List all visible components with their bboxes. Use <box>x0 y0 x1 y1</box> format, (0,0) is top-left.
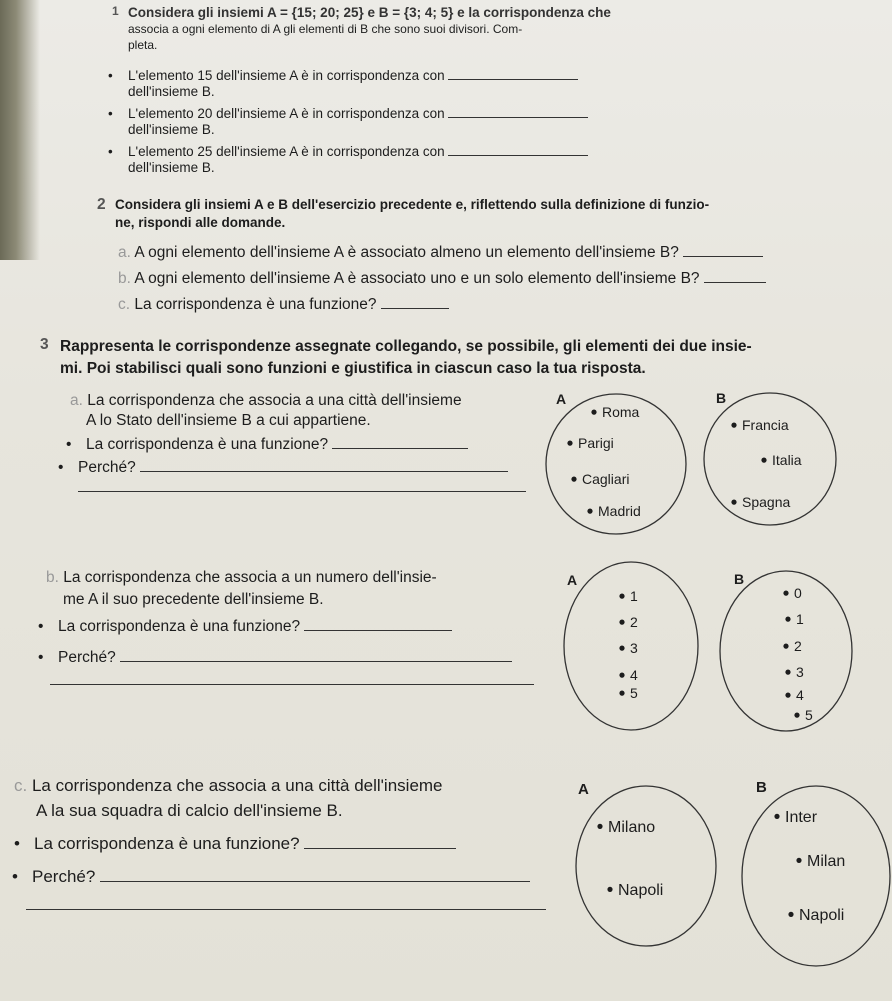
ex3b-a-dot-3[interactable] <box>619 673 624 678</box>
ex3a-b-dot-2[interactable] <box>731 500 736 505</box>
ex3b-b-element-2: 2 <box>794 638 802 654</box>
ex1-number: 1 <box>112 4 119 18</box>
ex3b-b-dot-4[interactable] <box>785 693 790 698</box>
ex3a-b-element-2: Spagna <box>742 494 791 510</box>
ex3c-letter: c. <box>14 776 28 795</box>
ex3b-a-dot-2[interactable] <box>619 646 624 651</box>
ex2-intro-1: Considera gli insiemi A e B dell'esercizio precedente e, riflettendo sulla definizione di funzio- <box>115 197 710 212</box>
ex3b-function-question-text: La corrispondenza è una funzione? <box>58 618 301 635</box>
ex2-question-a-text: A ogni elemento dell'insieme A è associato almeno un elemento dell'insieme B? <box>134 244 679 261</box>
ex1-item-1-text: L'elemento 15 dell'insieme A è in corrispondenza con <box>128 68 445 83</box>
ex3a-set-a-label: A <box>556 391 567 407</box>
ex3b-text-2: me A il suo precedente dell'insieme B. <box>63 591 324 608</box>
ex3c-b-dot-2[interactable] <box>788 912 793 917</box>
ex3-intro-1: Rappresenta le corrispondenze assegnate collegando, se possibile, gli elementi dei due insie- <box>60 338 752 355</box>
ex3a-why-text: Perché? <box>78 459 136 476</box>
ex1-item-1-cont: dell'insieme B. <box>128 84 215 99</box>
ex3-number: 3 <box>40 336 49 353</box>
ex3a-a-element-1: Parigi <box>578 435 614 451</box>
ex1-item-3-cont: dell'insieme B. <box>128 160 215 175</box>
ex3b-b-dot-1[interactable] <box>785 617 790 622</box>
ex3a-a-element-3: Madrid <box>598 503 641 519</box>
ex3c-text-2: A la sua squadra di calcio dell'insieme B. <box>36 801 343 820</box>
ex3c-text-1: La corrispondenza che associa a una città dell'insieme <box>31 776 443 795</box>
ex3b-b-dot-5[interactable] <box>794 713 799 718</box>
ex3b-a-dot-0[interactable] <box>619 594 624 599</box>
ex3a-b-element-0: Francia <box>742 417 789 433</box>
ex3b-set-a-label: A <box>567 572 578 588</box>
ex3c-set-b-label: B <box>756 779 767 796</box>
ex3a-a-element-2: Cagliari <box>582 471 630 487</box>
ex1-intro-3: pleta. <box>128 38 158 52</box>
ex3c-a-element-1: Napoli <box>618 882 664 899</box>
ex3b-b-dot-3[interactable] <box>785 670 790 675</box>
ex2-question-c-letter: c. <box>118 296 131 313</box>
ex1-intro-1: Considera gli insiemi A = {15; 20; 25} e B = {3; 4; 5} e la corrispondenza che <box>128 5 611 20</box>
ex3b-a-element-1: 2 <box>630 614 638 630</box>
ex1-item-3-text: L'elemento 25 dell'insieme A è in corrispondenza con <box>128 144 445 159</box>
ex3c-b-element-0: Inter <box>785 809 818 826</box>
ex3b-a-element-3: 4 <box>630 667 638 683</box>
ex3b-set-b-label: B <box>734 571 745 587</box>
ex3c-set-a-label: A <box>578 781 589 798</box>
ex3b-b-element-4: 4 <box>796 687 804 703</box>
ex3a-b-dot-0[interactable] <box>731 423 736 428</box>
ex3a-a-element-0: Roma <box>602 404 640 420</box>
ex3a-set-b-label: B <box>716 390 727 406</box>
ex2-intro-2: ne, rispondi alle domande. <box>115 215 286 230</box>
ex3c-a-dot-1[interactable] <box>607 887 612 892</box>
ex3c-a-dot-0[interactable] <box>597 824 602 829</box>
ex3a-b-element-1: Italia <box>772 452 802 468</box>
ex3c-b-element-2: Napoli <box>799 907 845 924</box>
ex3b-letter: b. <box>46 569 59 586</box>
ex3c-a-element-0: Milano <box>608 819 656 836</box>
ex3a-a-dot-1[interactable] <box>567 441 572 446</box>
ex2-question-b-text: A ogni elemento dell'insieme A è associato uno e un solo elemento dell'insieme B? <box>134 270 700 287</box>
ex3c-b-dot-0[interactable] <box>774 814 779 819</box>
ex3c-why-text: Perché? <box>32 867 96 886</box>
ex3a-letter: a. <box>70 392 83 409</box>
ex3a-a-dot-0[interactable] <box>591 410 596 415</box>
ex3b-b-element-0: 0 <box>794 585 802 601</box>
ex3c-b-dot-1[interactable] <box>796 858 801 863</box>
ex3b-why-text: Perché? <box>58 649 116 666</box>
ex3b-b-dot-0[interactable] <box>783 591 788 596</box>
ex2-question-b-letter: b. <box>118 270 131 287</box>
ex3a-text-2: A lo Stato dell'insieme B a cui appartiene. <box>86 412 371 429</box>
ex3-intro-2: mi. Poi stabilisci quali sono funzioni e giustifica in ciascun caso la tua risposta. <box>60 360 646 377</box>
ex3b-a-element-4: 5 <box>630 685 638 701</box>
ex2-number: 2 <box>97 196 106 213</box>
ex3a-text-1: La corrispondenza che associa a una città dell'insieme <box>87 392 462 409</box>
ex3a-function-question-text: La corrispondenza è una funzione? <box>86 436 329 453</box>
ex3c-b-element-1: Milan <box>807 853 846 870</box>
ex3b-b-element-1: 1 <box>796 611 804 627</box>
ex3b-a-dot-4[interactable] <box>619 691 624 696</box>
ex3b-b-element-3: 3 <box>796 664 804 680</box>
ex2-question-c-text: La corrispondenza è una funzione? <box>134 296 377 313</box>
ex3b-a-dot-1[interactable] <box>619 620 624 625</box>
ex3a-a-dot-2[interactable] <box>571 477 576 482</box>
ex3c-set-a-circle <box>576 786 716 946</box>
ex3c-function-question-text: La corrispondenza è una funzione? <box>34 834 300 853</box>
ex3b-text-1: La corrispondenza che associa a un numero dell'insie- <box>63 569 437 586</box>
ex1-intro-2: associa a ogni elemento di A gli elementi di B che sono suoi divisori. Com- <box>128 22 523 36</box>
ex3a-b-dot-1[interactable] <box>761 458 766 463</box>
ex3b-a-element-0: 1 <box>630 588 638 604</box>
ex1-item-2-text: L'elemento 20 dell'insieme A è in corrispondenza con <box>128 106 445 121</box>
ex3b-b-dot-2[interactable] <box>783 644 788 649</box>
ex3b-b-element-5: 5 <box>805 707 813 723</box>
ex3b-a-element-2: 3 <box>630 640 638 656</box>
ex3a-a-dot-3[interactable] <box>587 509 592 514</box>
ex1-item-2-cont: dell'insieme B. <box>128 122 215 137</box>
ex2-question-a-letter: a. <box>118 244 131 261</box>
